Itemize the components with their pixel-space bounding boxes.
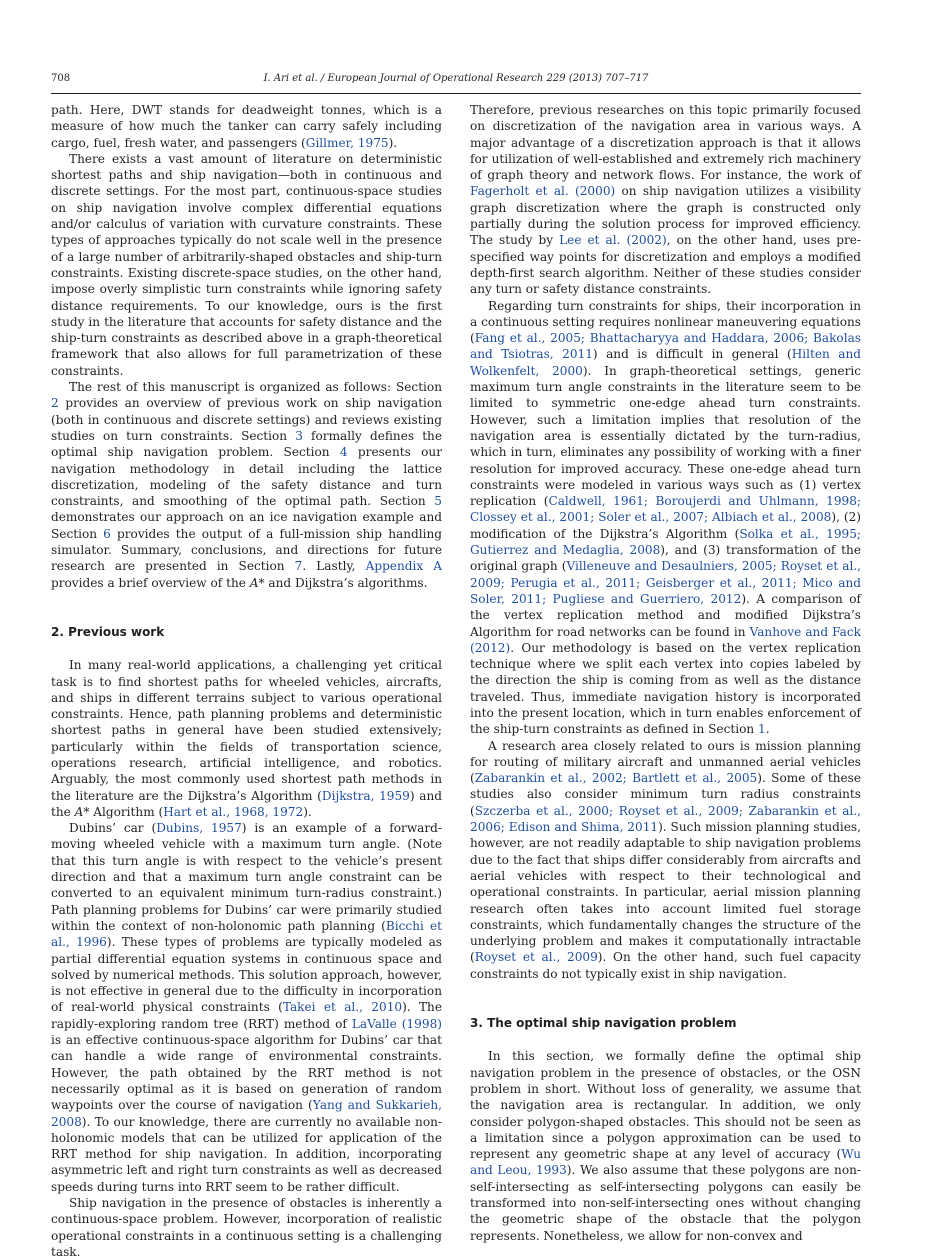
citation-link[interactable]: Fagerholt et al. (2000) <box>470 184 616 199</box>
citation-link[interactable]: Lee et al. (2002) <box>559 233 667 248</box>
paragraph: In this section, we formally define the optimal ship navigation problem in the presence of obstacles, or the OSN problem in short. Without loss of generality, we assume that the navigation area is rectangular. In addition, we only consider polygon-shaped obstacles. This should not be seen as a limitation since a polygon approximation can be used to represent any geometric shape at any level of accuracy (Wu and Leou, 1993). We also assume that these polygons are non-self-intersecting as self-intersecting polygons can easily be transformed into non-self-intersecting ones without changing the geometric shape of the obstacle that the polygon represents. Nonetheless, we allow for non-convex and <box>470 1049 861 1243</box>
citation-link[interactable]: Hart et al., 1968, 1972 <box>163 804 304 819</box>
section-heading: 3. The optimal ship navigation problem <box>470 1016 737 1031</box>
citation-link[interactable]: Solka et al., 1995; Gutierrez and Medaglia, 2008 <box>470 526 861 558</box>
section-link[interactable]: 7 <box>294 559 303 574</box>
paragraph: The rest of this manuscript is organized as follows: Section 2 provides an overview of previous work on ship navigation (both in continuous and discrete settings) and reviews existing studies on turn constraints. Section 3 formally defines the optimal ship navigation problem. Section 4 presents our navigation methodology in detail including the lattice discretization, modeling of the safety distance and turn constraints, and smoothing of the optimal path. Section 5 demonstrates our approach on an ice navigation example and Section 6 provides the output of a full-mission ship handling simulator. Summary, conclusions, and directions for future research are presented in Section 7. Lastly, Appendix A provides a brief overview of the A* and Dijkstra’s algorithms. <box>51 380 442 590</box>
citation-link[interactable]: Vanhove and Fack (2012) <box>470 624 861 655</box>
citation-link[interactable]: Gillmer, 1975 <box>305 135 389 150</box>
citation-link[interactable]: Wu and Leou, 1993 <box>470 1147 861 1178</box>
section-link[interactable]: 3 <box>295 428 303 443</box>
citation-link[interactable]: Dijkstra, 1959 <box>321 788 410 803</box>
citation-link[interactable]: Takei et al., 2010 <box>282 1000 403 1015</box>
left-column <box>51 102 442 1260</box>
citation-link[interactable]: Fang et al., 2005; Bhattacharyya and Haddara, 2006; Bakolas and Tsiotras, 2011 <box>470 331 861 362</box>
journal-citation-line: I. Ari et al. / European Journal of Operational Research 229 (2013) 707–717 <box>263 73 649 84</box>
paragraph: path. Here, DWT stands for deadweight tonnes, which is a measure of how much the tanker can carry safely including cargo, fuel, fresh water, and passengers (Gillmer, 1975). <box>51 103 442 150</box>
paragraph: There exists a vast amount of literature on deterministic shortest paths and ship navigation—both in continuous and discrete settings. For the most part, continuous-space studies on ship navigation involve complex differential equations and/or calculus of variation with curvature constraints. These types of approaches typically do not scale well in the presence of a large number of arbitrarily-shaped obstacles and ship-turn constraints. Existing discrete-space studies, on the other hand, impose overly simplistic turn constraints while ignoring safety distance requirements. To our knowledge, ours is the first study in the literature that accounts for safety distance and the ship-turn constraints as described above in a graph-theoretical framework that also allows for full parametrization of these constraints. <box>51 151 442 378</box>
paragraph: In many real-world applications, a challenging yet critical task is to find shortest paths for wheeled vehicles, aircrafts, and ships in different terrains subject to various operational constraints. Hence, path planning problems and deterministic shortest paths in general have been studied extensively; particularly within the fields of transportation science, operations research, artificial intelligence, and robotics. Arguably, the most commonly used shortest path methods in the literature are the Dijkstra’s Algorithm (Dijkstra, 1959) and the A* Algorithm (Hart et al., 1968, 1972). <box>51 658 442 819</box>
section-heading: 2. Previous work <box>51 624 165 639</box>
paragraph: Therefore, previous researches on this topic primarily focused on discretization of the navigation area in various ways. A major advantage of a discretization approach is that it allows for utilization of well-established and extremely rich machinery of graph theory and network flows. For instance, the work of Fagerholt et al. (2000) on ship navigation utilizes a visibility graph discretization where the graph is constructed only partially during the solution process for improved efficiency. The study by Lee et al. (2002), on the other hand, uses pre-specified way points for discretization and employs a modified depth-first search algorithm. Neither of these studies consider any turn or safety distance constraints. <box>470 103 861 297</box>
paragraph: Ship navigation in the presence of obstacles is inherently a continuous-space problem. However, incorporation of realistic operational constraints in a continuous setting is a challenging task. <box>51 1196 442 1259</box>
section-link[interactable]: 5 <box>434 494 442 509</box>
paragraph: A research area closely related to ours is mission planning for routing of military aircraft and unmanned aerial vehicles (Zabarankin et al., 2002; Bartlett et al., 2005). Some of these studies also consider minimum turn radius constraints (Szczerba et al., 2000; Royset et al., 2009; Zabarankin et al., 2006; Edison and Shima, 2011). Such mission planning studies, however, are not readily adaptable to ship navigation problems due to the fact that ships differ considerably from aircrafts and aerial vehicles with respect to their technological and operational constraints. In particular, aerial mission planning research often takes into account limited fuel storage constraints, which fundamentally changes the structure of the underlying problem and makes it computationally intractable (Royset et al., 2009). On the other hand, such fuel capacity constraints do not typically exist in ship navigation. <box>470 738 862 981</box>
citation-link[interactable]: Bicchi et al., 1996 <box>51 918 442 950</box>
citation-link[interactable]: Villeneuve and Desaulniers, 2005; Royset et al., 2009; Perugia et al., 2011; Geisberger et al., 2011; Mico and Soler, 2011; Pugliese and Guerriero, 2012 <box>470 559 862 606</box>
citation-link[interactable]: Yang and Sukkarieh, 2008 <box>51 1098 442 1129</box>
paragraph: Regarding turn constraints for ships, their incorporation in a continuous setting requires nonlinear maneuvering equations (Fang et al., 2005; Bhattacharyya and Haddara, 2006; Bakolas and Tsiotras, 2011) and is difficult in general (Hilten and Wolkenfelt, 2000). In graph-theoretical settings, generic maximum turn angle constraints in the literature seem to be limited to symmetric one-edge ahead turn constraints. However, such a limitation implies that resolution of the navigation area is essentially dictated by the turn-radius, which in turn, eliminates any possibility of working with a finer resolution for improved accuracy. These one-edge ahead turn constraints were modeled in various ways such as (1) vertex replication (Caldwell, 1961; Boroujerdi and Uhlmann, 1998; Clossey et al., 2001; Soler et al., 2007; Albiach et al., 2008), (2) modification of the Dijkstra’s Algorithm (Solka et al., 1995; Gutierrez and Medaglia, 2008), and (3) transformation of the original graph (Villeneuve and Desaulniers, 2005; Royset et al., 2009; Perugia et al., 2011; Geisberger et al., 2011; Mico and Soler, 2011; Pugliese and Guerriero, 2012). A comparison of the vertex replication method and modified Dijkstra’s Algorithm for road networks can be found in Vanhove and Fack (2012). Our methodology is based on the vertex replication technique where we split each vertex into copies labeled by the direction the ship is coming from as well as the distance traveled. Thus, immediate navigation history is incorporated into the present location, which in turn enables enforcement of the ship-turn constraints as defined in Section 1. <box>470 298 862 737</box>
citation-link[interactable]: Zabarankin et al., 2002; Bartlett et al., 2005 <box>474 771 758 786</box>
section-link[interactable]: 4 <box>339 445 348 460</box>
citation-link[interactable]: Royset et al., 2009 <box>474 950 598 965</box>
citation-link[interactable]: Caldwell, 1961; Boroujerdi and Uhlmann, 1998; Clossey et al., 2001; Soler et al., 2007; Albiach et al., 2008 <box>470 494 861 525</box>
citation-link[interactable]: LaValle (1998) <box>351 1016 442 1031</box>
header-rule <box>51 93 861 94</box>
page-number: 708 <box>51 73 71 84</box>
paragraph: Dubins’ car (Dubins, 1957) is an example of a forward-moving wheeled vehicle with a maximum turn angle. (Note that this turn angle is with respect to the vehicle’s present direction and that a maximum turn angle constraint can be converted to an equivalent minimum turn-radius constraint.) Path planning problems for Dubins’ car were primarily studied within the context of non-holonomic path planning (Bicchi et al., 1996). These types of problems are typically modeled as partial differential equation systems in continuous space and solved by numerical methods. This solution approach, however, is not effective in general due to the difficulty in incorporation of real-world physical constraints (Takei et al., 2010). The rapidly-exploring random tree (RRT) method of LaValle (1998) is an effective continuous-space algorithm for Dubins’ car that can handle a wide range of environmental constraints. However, the path obtained by the RRT method is not necessarily optimal as it is based on generation of random waypoints over the course of navigation (Yang and Sukkarieh, 2008). To our knowledge, there are currently no available non-holonomic models that can be utilized for application of the RRT method for ship navigation. In addition, incorporating asymmetric left and right turn constraints as well as decreased speeds during turns into RRT seem to be rather difficult. <box>51 821 443 1194</box>
running-header <box>51 71 861 87</box>
citation-link[interactable]: Dubins, 1957 <box>156 821 242 836</box>
section-link[interactable]: 6 <box>103 526 111 541</box>
citation-link[interactable]: Szczerba et al., 2000; Royset et al., 2009; Zabarankin et al., 2006; Edison and Shima, 2011 <box>470 803 861 835</box>
citation-link[interactable]: Hilten and Wolkenfelt, 2000 <box>470 347 861 378</box>
appendix-link[interactable]: Appendix A <box>365 559 442 574</box>
right-column <box>470 102 861 1244</box>
section-link[interactable]: 1 <box>758 722 766 737</box>
section-link[interactable]: 2 <box>51 396 59 411</box>
